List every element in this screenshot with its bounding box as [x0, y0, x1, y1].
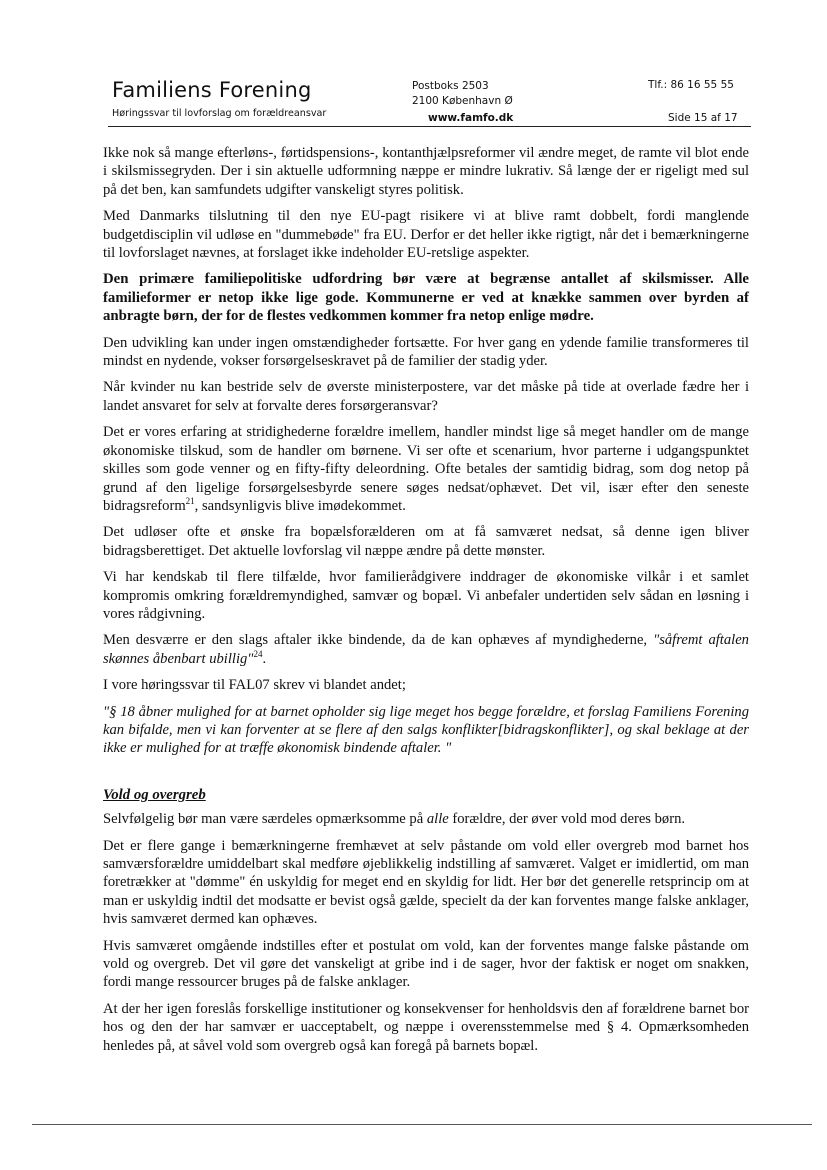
paragraph-8: Vi har kendskab til flere tilfælde, hvor familierådgivere inddrager de økonomiske vilkår i et samlet kompromis omkring forældremyndighed, samvær og bopæl. Vi anbefaler undertiden selv sådan en løsning i vores rådgivning.: [103, 569, 749, 622]
paragraph-6-text-a: Det er vores erfaring at stridighederne forældre imellem, handler mindst lige så meget handler om de mange økonomiske tilskud, som de handler om børnene. Vi ser ofte et scenarium, hvor parterne i udgangspunktet skilles som gode venner og en fifty-fifty deleordning. Ofte betales der samtidig bidrag, som dog netop på grund af den ligelige forsørgelsesbyrde senere søges nedsat/ophævet. Det vil, især efter den seneste bidragsreform: [103, 424, 749, 514]
footnote-ref-24: 24: [253, 648, 263, 659]
footer-divider: [32, 1124, 812, 1125]
paragraph-7: Det udløser ofte et ønske fra bopælsforælderen om at få samværet nedsat, så denne igen bliver bidragsberettiget. Det aktuelle lovforslag vil næppe ændre på dette mønster.: [103, 524, 749, 559]
address-line-1: Postboks 2503: [412, 80, 489, 92]
section-heading: Vold og overgreb: [103, 786, 206, 803]
block-quote: "§ 18 åbner mulighed for at barnet opholder sig lige meget hos begge forældre, et forslag Familiens Forening kan bifalde, men vi kan forventer at se flere af den salgs konflikter[bidragskonflikter], og skal beklage at der ikke er mulighed for at træffe økonomisk bindende aftaler. ": [103, 703, 749, 757]
paragraph-6: [103, 423, 749, 515]
paragraph-9-text-b: .: [262, 650, 267, 667]
website-link: www.famfo.dk: [428, 112, 514, 124]
organization-name: Familiens Forening: [112, 78, 312, 102]
header-divider: [108, 126, 751, 127]
paragraph-11: [103, 810, 749, 828]
document-body: [103, 144, 749, 1063]
paragraph-9-text-a: Men desværre er den slags aftaler ikke bindende, da de kan ophæves af myndighederne,: [103, 632, 654, 649]
address-line-2: 2100 København Ø: [412, 95, 513, 107]
paragraph-5: Når kvinder nu kan bestride selv de øverste ministerpostere, var det måske på tide at overlade fædre her i landet ansvaret for selv at forvalte deres forsørgeransvar?: [103, 379, 749, 414]
page-number: Side 15 af 17: [668, 112, 738, 124]
postal-address: [412, 79, 513, 109]
paragraph-1: Ikke nok så mange efterløns-, førtidspensions-, kontanthjælpsreformer vil ændre meget, de ramte vil blot ende i skilsmissegryden. Der i sin aktuelle udformning næppe er mindre lukrativ. Så længe der er rigeligt med sul på det ben, kan samfundets udgifter vanskeligt styres politisk.: [103, 145, 749, 198]
paragraph-3-bold: Den primære familiepolitiske udfordring bør være at begrænse antallet af skilsmisser. Alle familieformer er netop ikke lige gode. Kommunerne er ved at knække sammen over byrden af anbragte børn, der for de flestes vedkommen kommer fra netop enlige mødre.: [103, 271, 749, 325]
paragraph-11-text-b: forældre, der øver vold mod deres børn.: [448, 811, 686, 828]
paragraph-13: Hvis samværet omgående indstilles efter et postulat om vold, kan der forventes mange falske påstande om vold og overgreb. Det vil gøre det vanskeligt at gribe ind i de sager, hvor der faktisk er noget om snakken, fordi mange ressourcer bruges på de falske anklager.: [103, 937, 749, 991]
paragraph-6-text-b: , sandsynligvis blive imødekommet.: [194, 497, 406, 514]
paragraph-9: [103, 631, 749, 668]
paragraph-2: Med Danmarks tilslutning til den nye EU-pagt risikere vi at blive ramt dobbelt, fordi manglende budgetdisciplin vil udløse en "dummebøde" fra EU. Derfor er det heller ikke rigtigt, når det i bemærkningerne til lovforslaget nævnes, at forslaget ikke indeholder EU-retslige aspekter.: [103, 208, 749, 262]
footnote-ref-21: 21: [185, 496, 195, 507]
paragraph-11-emphasis: alle: [426, 811, 449, 828]
phone-number: Tlf.: 86 16 55 55: [648, 79, 734, 91]
paragraph-11-text-a: Selvfølgelig bør man være særdeles opmærksomme på: [103, 811, 427, 828]
paragraph-10: I vore høringssvar til FAL07 skrev vi blandet andet;: [103, 677, 406, 694]
paragraph-14: At der her igen foreslås forskellige institutioner og konsekvenser for henholdsvis den af forældrene barnet bor hos og den der har samvær er uacceptabelt, og næppe i overensstemmelse med § 4. Opmærksomheden henledes på, at såvel vold som overgreb også kan foregå på barnets bopæl.: [103, 1000, 749, 1054]
paragraph-4: Den udvikling kan under ingen omstændigheder fortsætte. For hver gang en ydende familie transformeres til mindst en nydende, vokser forsørgelseskravet på de familier der stadig yder.: [103, 334, 749, 370]
paragraph-12: Det er flere gange i bemærkningerne fremhævet at selv påstande om vold eller overgreb mod barnet hos samværsforældre umiddelbart skal medføre øjeblikkelig indstilling af samværet. Valget er imidlertid, om man foretrækker at "dømme" én uskyldig for meget end en skyldig for lidt. Her bør det generelle retsprincip om at man er uskyldig indtil det modsatte er bevist også gælde, specielt da der kan forventes mange falske anklager, hvis samværet dermed kan ophæves.: [103, 837, 749, 928]
paragraph-9-quote: "såfremt aftalen skønnes åbenbart ubillig": [103, 632, 749, 667]
document-subtitle: Høringssvar til lovforslag om forældreansvar: [112, 108, 327, 119]
